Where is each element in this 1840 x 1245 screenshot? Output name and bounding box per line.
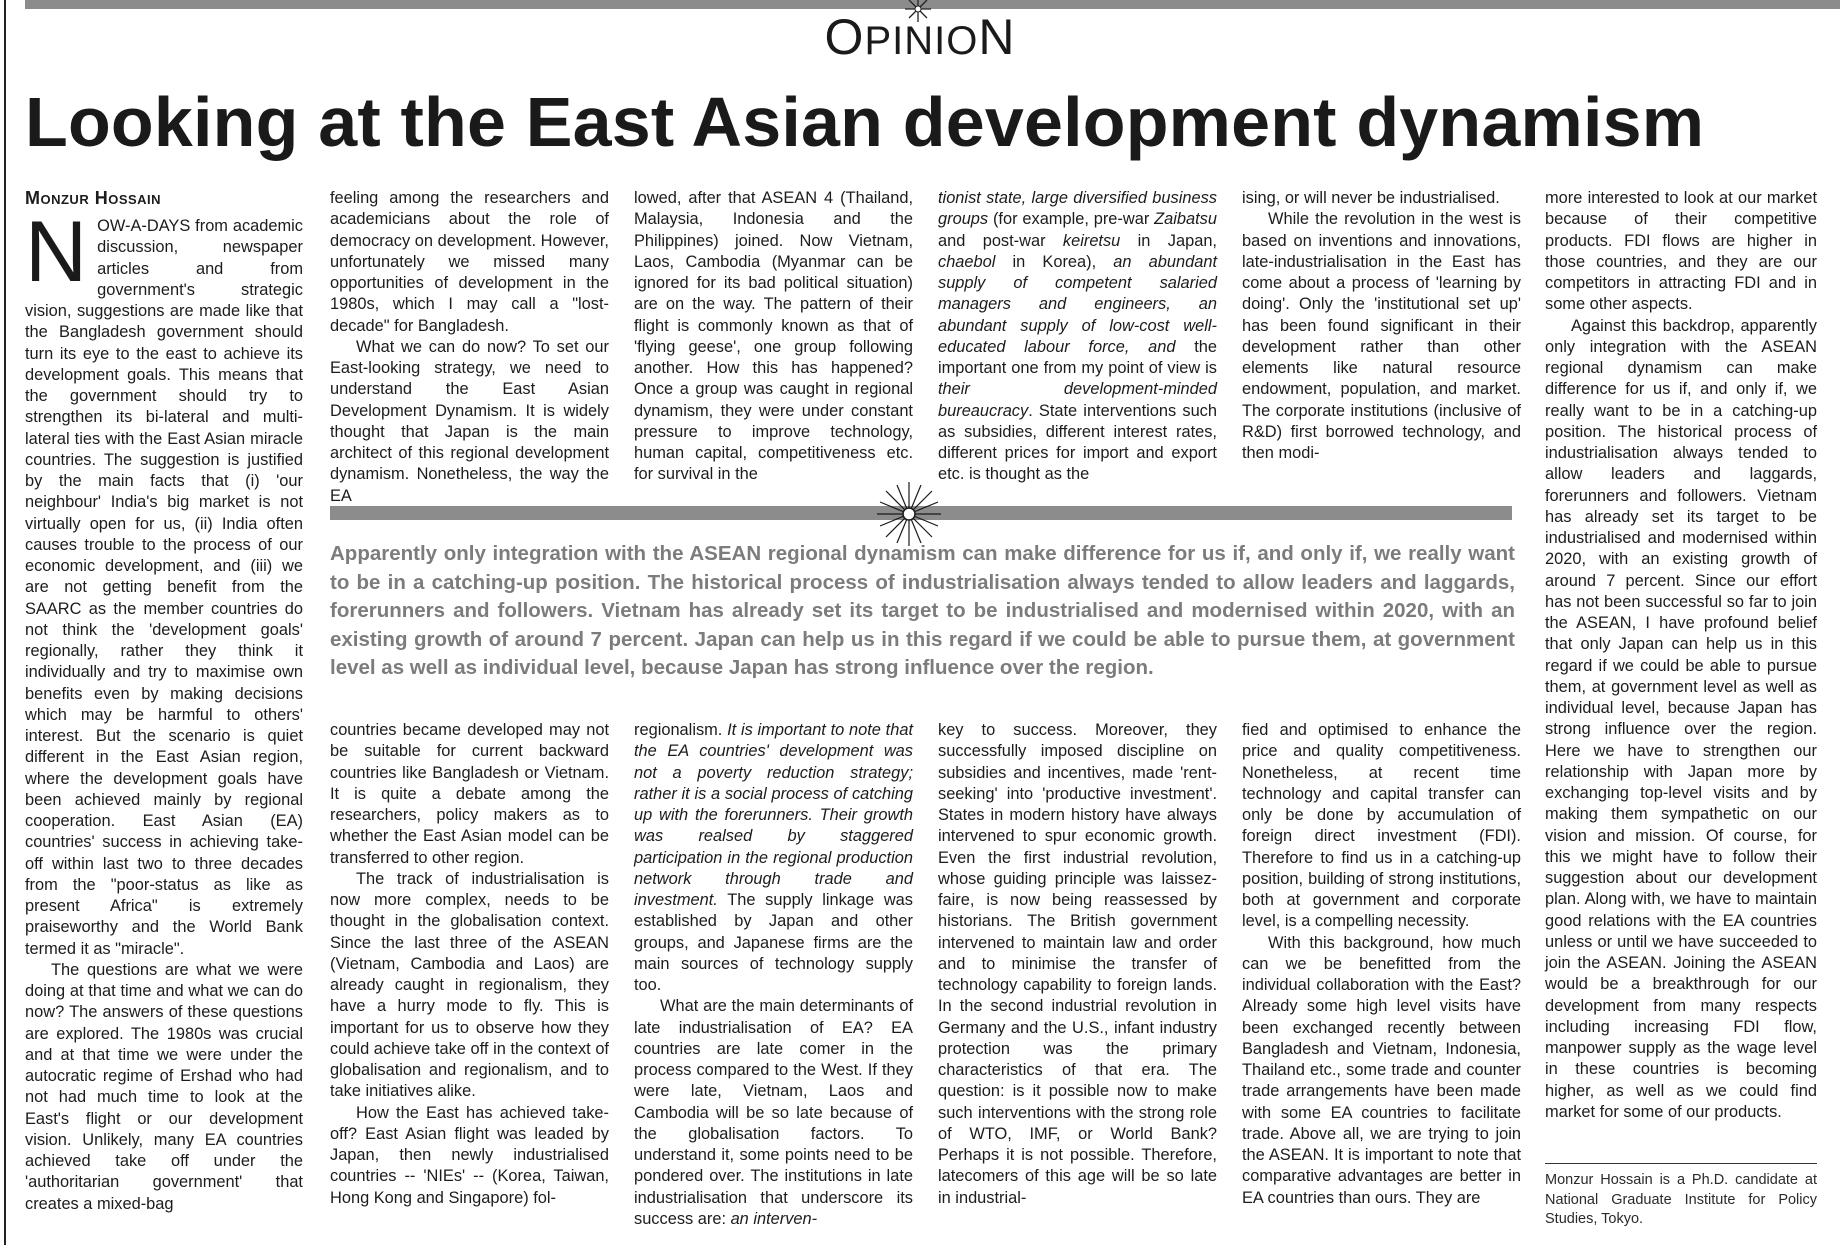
article-column-5-top xyxy=(1242,188,1521,488)
paragraph: fied and optimised to enhance the price and quality competitiveness. Nonetheless, at recent time technology and capital transfer can only be done by accumulation of foreign direct investment (FDI). Therefore to find us in a catching-up position, building of strong institutions, both at government and corporate level, is a compelling necessity. xyxy=(1242,721,1521,931)
section-label-first: O xyxy=(824,9,865,65)
paragraph: While the revolution in the west is based on inventions and innovations, late-industrialisation in the East has come about a process of 'learning by doing'. Only the 'institutional set up' has been found significant in their development rather than other elements like natural resource endowment, population, and market. The corporate institutions (inclusive of R&D) first borrowed technology, and then modi- xyxy=(1242,210,1521,462)
paragraph: With this background, how much can we be benefitted from the individual collaboration with the East? Already some high level visits have been exchanged recently between Bangladesh and Vietnam, Indonesia, Thailand etc., some trade and counter trade arrangements have been made with some EA countries to facilitate trade. Above all, we are trying to join the ASEAN. It is important to note that comparative advantages are better in EA countries than ours. They are xyxy=(1242,933,1521,1207)
text-run: (for example, pre-war xyxy=(988,210,1155,229)
text-run: What are the main determinants of late industrialisation of EA? EA countries are late comer in the process compared to the West. If they were late, Vietnam, Laos and Cambodia will be so late because of the globalisation factors. To understand it, some points need to be pondered over. The institutions in late industrialisation that underscore its success are: xyxy=(634,997,913,1228)
headline: Looking at the East Asian development dynamism xyxy=(25,83,1705,161)
italic-text: tionist state, large diversified business groups xyxy=(938,189,1217,229)
paragraph: The track of industrialisation is now more complex, needs to be thought in the globalisation context. Since the last three of the ASEAN (Vietnam, Cambodia and Laos) are already caught in regionalism, they have a hurry mode to fly. This is important for us to observe how they could achieve take off in the context of globalisation and regionalism, and to take initiatives alike. xyxy=(330,869,609,1101)
section-label-middle: PINIO xyxy=(864,19,979,63)
paragraph: Against this backdrop, apparently only integration with the ASEAN regional dynamism can make difference for us if, and only if, we really want to be in a catching-up position. The historical process of industrialisation always tended to allow leaders and laggards, forerunners and followers. Vietnam has already set its target to be industrialised and modernised within 2020, with an existing growth of around 7 percent. Since our effort has not been successful so far to join the ASEAN, I have profound belief that only Japan can help us in this regard if we could be able to pursue them, at government level as well as individual level, because Japan has strong influence over the region. Here we have to strengthen our relationship with Japan more by exchanging top-level visits and by making them sympathetic on our vision and mission. Of course, for this we might have to follow their suggestion about our development plan. Along with, we have to maintain good relations with the EA countries unless or until we have succeeded to join the ASEAN. Joining the ASEAN would be a breakthrough for our development from many respects including increasing FDI flow, manpower supply as the wage level in these countries is becoming higher, as well as we could find market for some of our products. xyxy=(1545,316,1817,1121)
text-run: regionalism. xyxy=(634,721,728,739)
paragraph xyxy=(938,188,1217,486)
article-column-4-top xyxy=(938,188,1217,488)
left-column-rule xyxy=(4,0,6,1245)
text-run: and post-war xyxy=(938,231,1063,250)
section-label xyxy=(0,8,1840,66)
section-label-last: N xyxy=(978,9,1016,65)
paragraph: lowed, after that ASEAN 4 (Thailand, Malaysia, Indonesia and the Philippines) joined. Now Vietnam, Laos, Cambodia (Myanmar can be ignored for its bad political situation) are on the way. The pattern of their flight is commonly known as that of 'flying geese', one group following another. How this has happened? Once a group was caught in regional dynamism, they were under constant pressure to improve technology, human capital, competitiveness etc. for survival in the xyxy=(634,189,913,484)
paragraph xyxy=(634,720,913,996)
article-column-3-top xyxy=(634,188,913,488)
paragraph: How the East has achieved take-off? East Asian flight was leaded by Japan, then newly industrialised countries -- 'NIEs' -- (Korea, Taiwan, Hong Kong and Singapore) fol- xyxy=(330,1103,609,1207)
text-run: in Japan, xyxy=(1120,231,1217,250)
italic-text: keiretsu xyxy=(1062,231,1121,250)
article-column-3-bottom xyxy=(634,720,913,1245)
starburst-icon xyxy=(877,482,941,546)
article-column-5-bottom xyxy=(1242,720,1521,1245)
article-column-2-bottom xyxy=(330,720,609,1245)
italic-text: It is important to note that the EA countries' development was not a poverty reduction strategy; rather it is a social process of catching up with the forerunners. Their growth was realsed by staggered participation in the regional production network through trade and investment. xyxy=(634,721,913,909)
italic-text: an interven- xyxy=(730,1209,818,1228)
italic-text: an abundant supply of competent salaried managers and engineers, an abundant supply of low-cost well-educated labour force, and xyxy=(938,252,1217,356)
article-column-6 xyxy=(1545,188,1817,1148)
paragraph: more interested to look at our market because of their competitive products. FDI flows are higher in those countries, and they are our competitors in attracting FDI and in some other aspects. xyxy=(1545,189,1817,314)
paragraph: ising, or will never be industrialised. xyxy=(1242,189,1500,207)
author-bio: Monzur Hossain is a Ph.D. candidate at National Graduate Institute for Policy Studies, Tokyo. xyxy=(1545,1172,1817,1227)
text-run: in Korea), xyxy=(995,252,1114,271)
article-column-2-top xyxy=(330,188,609,505)
paragraph: key to success. Moreover, they successfully imposed discipline on subsidies and incentives, made 'rent-seeking' into 'productive investment'. States in modern history have always intervened to spur economic growth. Even the first industrial revolution, whose guiding principle was laissez-faire, is now being reassessed by historians. The British government intervened to maintain law and order and to minimise the transfer of technology capability to foreign lands. In the second industrial revolution in Germany and the U.S., infant industry protection was the primary characteristics of that era. The question: is it possible now to make such interventions with the strong role of WTO, IMF, or World Bank? Perhaps it is not possible. Therefore, latecomers of this age will be so late in industrial- xyxy=(938,721,1217,1207)
paragraph: The questions are what we were doing at that time and what we can do now? The answers of these questions are explored. The 1980s was crucial and at that time we were under the autocratic regime of Ershad who had not had much time to look at the East's flight or our development vision. Unlikely, many EA countries achieved take off under the 'authoritarian government' that creates a mixed-bag xyxy=(25,960,303,1213)
italic-text: their development-minded bureaucracy xyxy=(938,380,1217,420)
italic-text: chaebol xyxy=(938,252,996,271)
paragraph: What we can do now? To set our East-looking strategy, we need to understand the East Asian Development Dynamism. It is widely thought that Japan is the main architect of this regional development dynamism. Nonetheless, the way the EA xyxy=(330,337,609,505)
italic-text: Zaibatsu xyxy=(1154,210,1217,229)
byline: Monzur Hossain xyxy=(25,188,162,208)
pullquote: Apparently only integration with the ASEAN regional dynamism can make difference for us if, and only if, we really want to be in a catching-up position. The historical process of industrialisation always tended to allow leaders and laggards, forerunners and followers. Vietnam has already set its target to be industrialised and modernised within 2020, with an existing growth of around 7 percent. Japan can help us in this regard if we could be able to pursue them, at government level as well as individual level, because Japan has strong influence over the region. xyxy=(330,542,1515,679)
bio-divider xyxy=(1545,1163,1817,1164)
paragraph xyxy=(25,204,303,960)
text-run: The supply linkage was established by Japan and other groups, and Japanese firms are the main sources of technology supply too. xyxy=(634,891,913,994)
paragraph: feeling among the researchers and academicians about the role of democracy on development. However, unfortunately we missed many opportunities of development in the 1980s, which I may call a "lost-decade" for Bangladesh. xyxy=(330,189,609,335)
article-column-4-bottom xyxy=(938,720,1217,1245)
text-run: the important one from my point of view is xyxy=(938,337,1217,377)
drop-cap: N xyxy=(25,204,88,300)
paragraph: countries became developed may not be suitable for current backward countries like Bangladesh or Vietnam. It is quite a debate among the researchers, policy makers as to whether the East Asian model can be transferred to other region. xyxy=(330,721,609,867)
text-run: . State interventions such as subsidies, different interest rates, different prices for import and export etc. is thought as the xyxy=(938,401,1217,484)
paragraph-text: OW-A-DAYS from academic discussion, newspaper articles and from government's strategic vision, suggestions are made like that the Bangladesh government should turn its eye to the east to achieve its development goals. This means that the government should try to strengthen its bi-lateral and multi-lateral ties with the East Asian miracle countries. The suggestion is justified by the main facts that (i) 'our neighbour' India's big market is not virtually open for us, (ii) India often causes trouble to the process of our economic development, and (iii) we are not getting benefit from the SAARC as the member countries do not think the 'development goals' regionally, rather they think it individually and try to maximise own benefits even by making decisions which may be harmful to others' interest. But the scenario is quiet different in the East Asian region, where the development goals have been achieved mainly by regional cooperation. East Asian (EA) countries' success in achieving take-off within last two to three decades from the "poor-status as like as present Africa" is extremely praiseworthy and the World Bank termed it as "miracle". xyxy=(25,217,303,958)
paragraph xyxy=(634,996,913,1230)
article-column-1 xyxy=(25,204,303,1245)
